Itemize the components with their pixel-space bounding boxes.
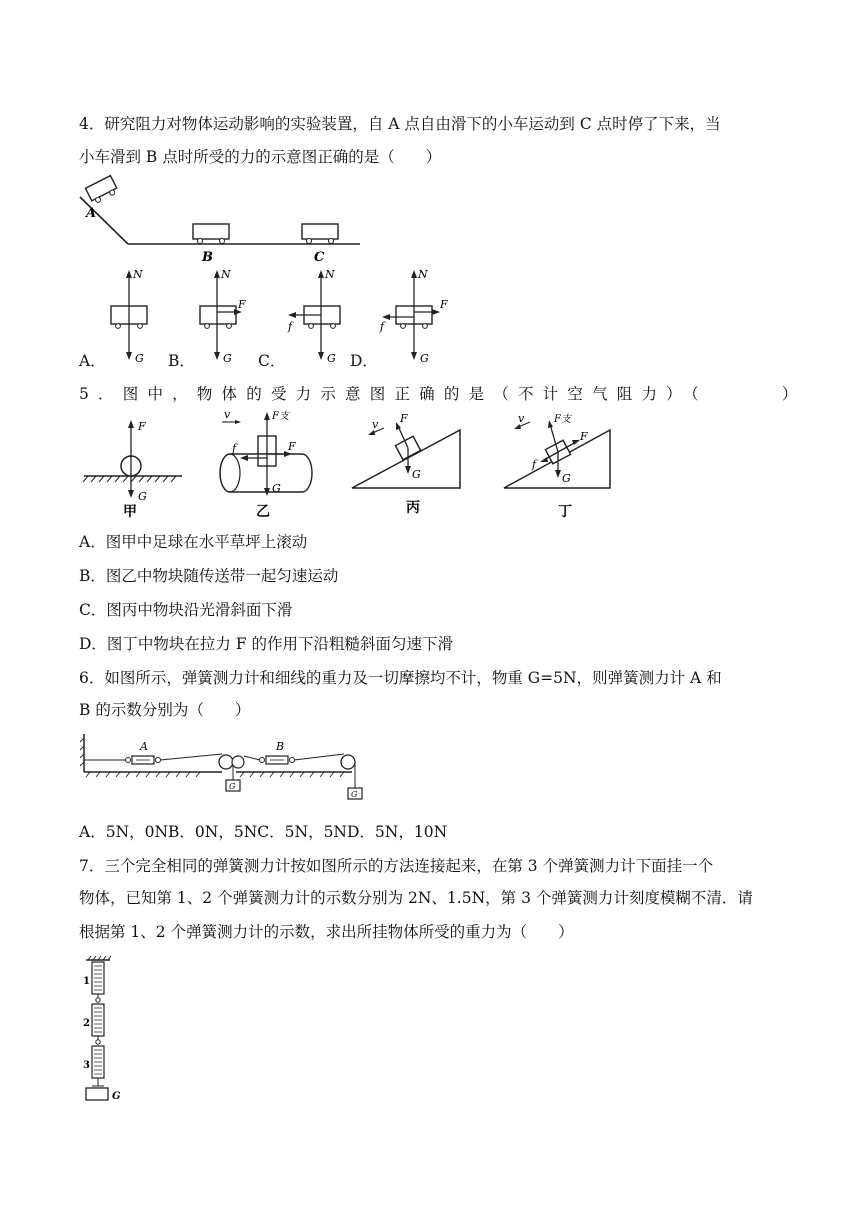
q4-option-d-diagram xyxy=(376,268,452,366)
q7-spring-scales-figure xyxy=(80,954,136,1102)
q5-figure-bing xyxy=(348,412,478,520)
caption-jia: 甲 xyxy=(123,504,137,520)
label-a: A xyxy=(140,740,148,753)
label-g: G xyxy=(327,352,336,365)
label-f-small: f xyxy=(232,442,237,455)
label-f: f xyxy=(380,320,385,333)
q5-text-line1: 5．图中，物体的受力示意图正确的是（不计空气阻力）（ ） xyxy=(79,385,807,403)
label-g: G xyxy=(412,468,421,481)
q7-text-line1: 7．三个完全相同的弹簧测力计按如图所示的方法连接起来，在第 3 个弹簧测力计下面挂一个 xyxy=(79,857,714,875)
label-n: N xyxy=(221,268,231,281)
q5-figure-yi xyxy=(214,408,324,520)
label-g: G xyxy=(229,782,236,791)
q5-option-d: D．图丁中物块在拉力 F 的作用下沿粗糙斜面匀速下滑 xyxy=(79,635,454,653)
q6-text-line1: 6．如图所示，弹簧测力计和细线的重力及一切摩擦均不计，物重 G=5N，则弹簧测力计 A 和 xyxy=(79,669,722,687)
label-v: v xyxy=(518,412,525,425)
label-n: N xyxy=(418,268,428,281)
label-f: F xyxy=(580,430,588,443)
caption-bing: 丙 xyxy=(406,500,420,516)
label-g: G xyxy=(272,482,281,495)
q4-text-line1: 4．研究阻力对物体运动影响的实验装置，自 A 点自由滑下的小车运动到 C 点时停了下来，当 xyxy=(79,115,721,133)
label-f: F xyxy=(400,412,408,425)
q4-track-figure xyxy=(78,172,368,264)
label-f-small: f xyxy=(532,458,537,471)
q4-text-line2: 小车滑到 B 点时所受的力的示意图正确的是（ ） xyxy=(79,148,442,166)
label-f: f xyxy=(288,320,293,333)
label-b: B xyxy=(276,740,285,753)
label-g: G xyxy=(351,790,358,799)
label-g: G xyxy=(138,490,147,503)
q5-figure-jia xyxy=(82,412,192,520)
label-a: A xyxy=(86,206,97,221)
q5-option-a: A．图甲中足球在水平草坪上滚动 xyxy=(79,533,308,551)
q6-text-line2: B 的示数分别为（ ） xyxy=(79,701,251,719)
label-f: F xyxy=(138,420,146,433)
label-3: 3 xyxy=(83,1060,90,1071)
q6-options: A．5N，0NB．0N，5NC．5N，5ND．5N，10N xyxy=(79,823,448,841)
label-v: v xyxy=(372,418,379,431)
q5-figure-ding xyxy=(500,408,620,520)
label-n: N xyxy=(325,268,335,281)
label-v: v xyxy=(224,408,231,421)
q5-option-b: B．图乙中物块随传送带一起匀速运动 xyxy=(79,567,339,585)
label-1: 1 xyxy=(83,976,90,987)
label-g: G xyxy=(112,1091,121,1102)
label-b: B xyxy=(202,250,213,265)
q4-option-b-diagram xyxy=(196,268,256,366)
label-g: G xyxy=(135,352,144,365)
q4-option-d-label: D． xyxy=(350,352,378,370)
label-f: F xyxy=(238,298,246,311)
q4-option-c-diagram xyxy=(284,268,346,366)
label-g: G xyxy=(223,352,232,365)
label-g: G xyxy=(562,472,571,485)
caption-yi: 乙 xyxy=(256,504,270,520)
label-f-support: F支 xyxy=(272,411,289,422)
q5-option-c: C．图丙中物块沿光滑斜面下滑 xyxy=(79,601,293,619)
q4-option-a-label: A． xyxy=(79,352,106,370)
label-f: F xyxy=(440,298,448,311)
q4-option-b-label: B． xyxy=(168,352,195,370)
label-f: F xyxy=(288,440,296,453)
q4-option-c-label: C． xyxy=(258,352,286,370)
q4-option-a-diagram xyxy=(108,268,156,366)
label-g: G xyxy=(420,352,429,365)
label-n: N xyxy=(133,268,143,281)
label-2: 2 xyxy=(83,1018,90,1029)
q7-text-line2: 物体，已知第 1、2 个弹簧测力计的示数分别为 2N、1.5N，第 3 个弹簧测力计刻度模糊不清．请 xyxy=(79,889,753,907)
caption-ding: 丁 xyxy=(558,504,572,520)
q7-text-line3: 根据第 1、2 个弹簧测力计的示数，求出所挂物体所受的重力为（ ） xyxy=(79,923,574,941)
q6-figure xyxy=(80,730,370,802)
label-c: C xyxy=(314,250,325,265)
label-f-support: F支 xyxy=(554,414,571,425)
